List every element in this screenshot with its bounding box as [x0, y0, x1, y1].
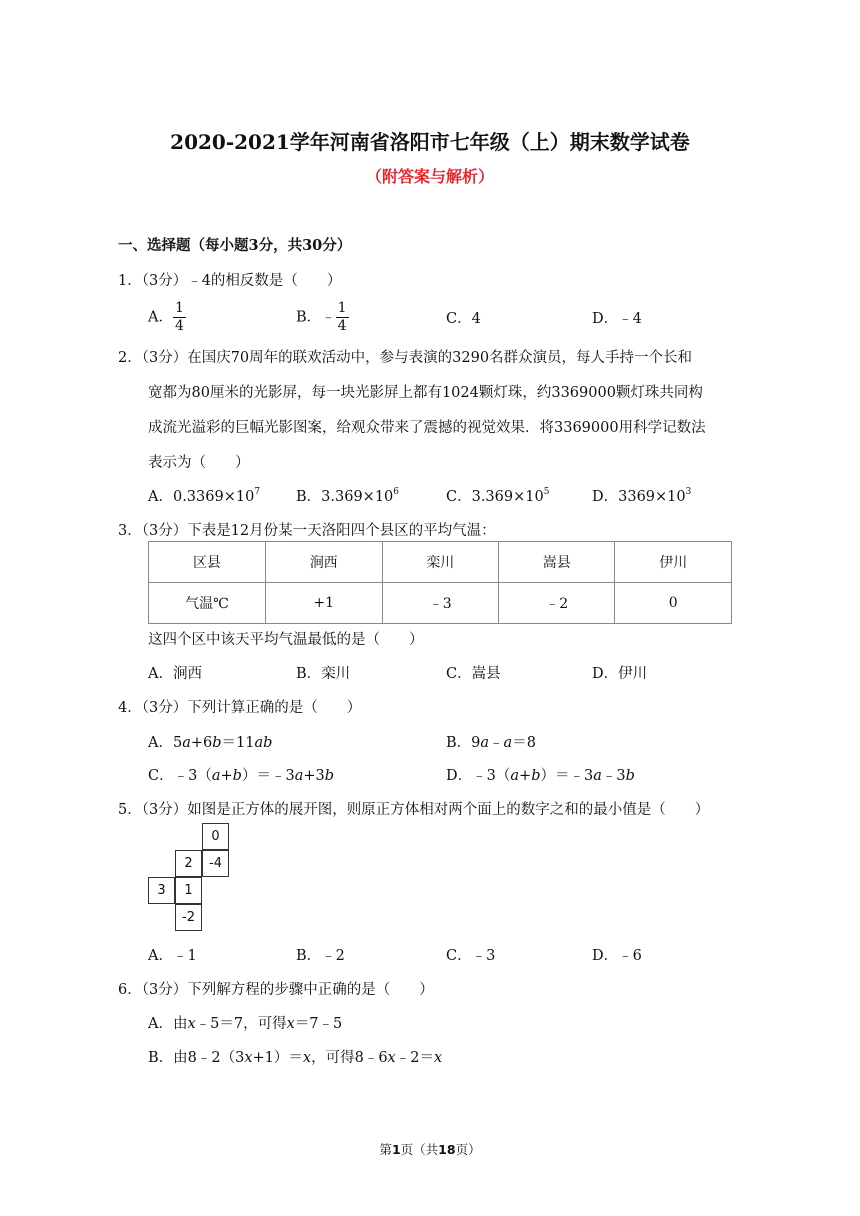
question-5-stem: 5．（3分）如图是正方体的展开图，则原正方体相对两个面上的数字之和的最小值是（ ）: [118, 802, 710, 818]
question-3-option-d: D．伊川: [592, 666, 648, 682]
net-cell: -4: [202, 850, 229, 877]
question-2-option-a: [148, 485, 260, 506]
question-1-option-c: C．4: [446, 311, 481, 327]
denominator: 4: [174, 318, 184, 334]
table-cell: 涧西: [265, 542, 382, 583]
question-1-option-b: [296, 300, 349, 335]
question-2-line-3: 成流光溢彩的巨幅光影图案，给观众带来了震撼的视觉效果．将3369000用科学记数法: [148, 420, 706, 436]
temperature-table: [148, 541, 732, 624]
page-subtitle: （附答案与解析）: [365, 167, 494, 186]
table-cell: 气温℃: [149, 583, 266, 624]
total-pages: 18: [438, 1142, 456, 1157]
option-text: C．3.369×10: [446, 489, 544, 505]
question-2-line-2: 宽都为80厘米的光影屏，每一块光影屏上都有1024颗灯珠，约3369000颗灯珠共同构: [148, 385, 703, 401]
question-4-option-a: A．5a+6b＝11ab: [148, 735, 273, 751]
question-2-line-1: 2．（3分）在国庆70周年的联欢活动中，参与表演的3290名群众演员，每人手持一个长和: [118, 350, 693, 366]
question-2-line-4: 表示为（ ）: [148, 455, 250, 471]
question-6-option-b: B．由8﹣2（3x+1）＝x，可得8﹣6x﹣2＝x: [148, 1050, 443, 1066]
question-3-question: 这四个区中该天平均气温最低的是（ ）: [148, 632, 424, 648]
question-1-option-d: D．﹣4: [592, 311, 642, 327]
table-row: [149, 583, 732, 624]
question-5-option-c: C．﹣3: [446, 948, 496, 964]
exponent: 3: [685, 487, 692, 497]
question-5-option-b: B．﹣2: [296, 948, 345, 964]
question-4-option-d: D．﹣3（a+b）＝﹣3a﹣3b: [446, 768, 635, 784]
question-2-option-c: [446, 485, 549, 506]
table-cell: ﹣2: [499, 583, 615, 624]
table-cell: 0: [615, 583, 732, 624]
question-1-stem: 1．（3分）﹣4的相反数是（ ）: [118, 273, 342, 289]
option-text: B．3.369×10: [296, 489, 394, 505]
net-cell: 2: [175, 850, 202, 877]
question-2-option-b: [296, 485, 399, 506]
table-cell: 嵩县: [499, 542, 615, 583]
fraction: [336, 300, 349, 335]
question-3-option-a: A．涧西: [148, 666, 202, 682]
net-cell: 1: [175, 877, 202, 904]
question-3-stem: 3．（3分）下表是12月份某一天洛阳四个县区的平均气温：: [118, 523, 496, 539]
question-2-option-d: [592, 485, 691, 506]
table-cell: ﹣3: [382, 583, 498, 624]
page-footer: 第1页（共18页）: [379, 1142, 481, 1157]
minus-sign: ﹣: [321, 309, 336, 326]
question-4-stem: 4．（3分）下列计算正确的是（ ）: [118, 700, 362, 716]
table-cell: +1: [265, 583, 382, 624]
section-heading: 一、选择题（每小题3分，共30分）: [118, 237, 352, 254]
table-cell: 区县: [149, 542, 266, 583]
question-3-option-c: C．嵩县: [446, 666, 501, 682]
question-4-option-b: B．9a﹣a＝8: [446, 735, 536, 751]
question-5-option-a: A．﹣1: [148, 948, 197, 964]
question-4-option-c: C．﹣3（a+b）＝﹣3a+3b: [148, 768, 335, 784]
page-number: 1: [391, 1142, 401, 1157]
net-cell: 0: [202, 823, 229, 850]
numerator: 1: [337, 300, 347, 316]
denominator: 4: [337, 318, 347, 334]
question-3-option-b: B．栾川: [296, 666, 351, 682]
numerator: 1: [174, 300, 184, 316]
table-cell: 栾川: [382, 542, 498, 583]
exponent: 7: [254, 487, 261, 497]
exponent: 5: [543, 487, 550, 497]
question-1-option-a: [148, 300, 186, 335]
option-text: D．3369×10: [592, 489, 686, 505]
fraction: [173, 300, 186, 335]
table-header-row: [149, 542, 732, 583]
table-cell: 伊川: [615, 542, 732, 583]
option-label: B．: [296, 309, 322, 326]
question-6-stem: 6．（3分）下列解方程的步骤中正确的是（ ）: [118, 982, 434, 998]
exponent: 6: [393, 487, 400, 497]
page-title: 2020-2021学年河南省洛阳市七年级（上）期末数学试卷: [170, 130, 690, 154]
cube-net-figure: [148, 823, 238, 933]
option-label: A．: [148, 309, 173, 326]
net-cell: -2: [175, 904, 202, 931]
net-cell: 3: [148, 877, 175, 904]
option-text: A．0.3369×10: [148, 489, 255, 505]
question-5-option-d: D．﹣6: [592, 948, 642, 964]
question-6-option-a: A．由x﹣5＝7，可得x＝7﹣5: [148, 1016, 343, 1032]
